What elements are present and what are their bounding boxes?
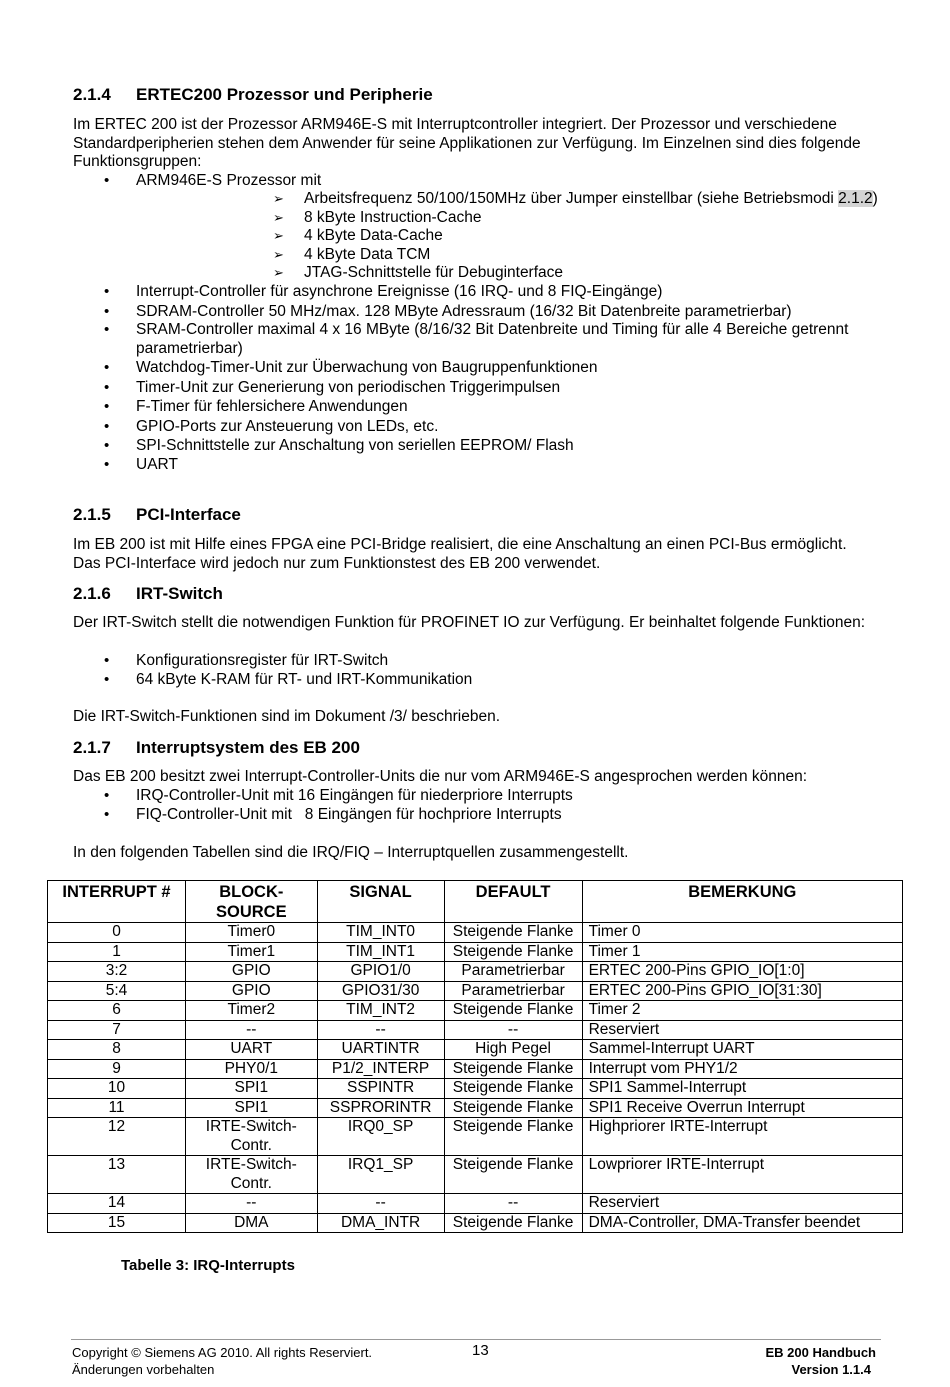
table-cell: Timer2	[186, 1001, 318, 1021]
table-cell: 11	[48, 1098, 186, 1118]
table-cell: High Pegel	[444, 1040, 582, 1060]
list-item-text: ARM946E-S Prozessor mit	[136, 172, 322, 189]
table-cell: 8	[48, 1040, 186, 1060]
table-cell: --	[317, 1020, 444, 1040]
table-cell: 3:2	[48, 962, 186, 982]
table-caption: Tabelle 3: IRQ-Interrupts	[121, 1257, 295, 1274]
table-cell: 7	[48, 1020, 186, 1040]
table-cell: SPI1 Receive Overrun Interrupt	[582, 1098, 902, 1118]
function-group-list	[0, 171, 876, 475]
list-item-text: UART	[136, 456, 178, 474]
table-row	[48, 1098, 903, 1118]
table-cell: --	[186, 1194, 318, 1214]
section-paragraph: In den folgenden Tabellen sind die IRQ/FIQ – Interruptquellen zusammengestellt.	[73, 844, 629, 861]
table-cell: Parametrierbar	[444, 981, 582, 1001]
table-cell: Steigende Flanke	[444, 923, 582, 943]
list-item	[0, 302, 876, 321]
table-cell: Timer1	[186, 942, 318, 962]
bullet-icon: •	[104, 302, 110, 320]
list-item	[0, 805, 876, 824]
footer-changes-note: Änderungen vorbehalten	[72, 1362, 215, 1377]
table-cell: SSPRORINTR	[317, 1098, 444, 1118]
sub-item-text: 4 kByte Data-Cache	[304, 227, 443, 245]
table-cell: Reserviert	[582, 1194, 902, 1214]
section-title: IRT-Switch	[136, 584, 223, 603]
list-item	[0, 321, 876, 358]
list-item-text: F-Timer für fehlersichere Anwendungen	[136, 398, 408, 416]
table-cell: SSPINTR	[317, 1079, 444, 1099]
table-cell: 15	[48, 1213, 186, 1233]
table-cell: Steigende Flanke	[444, 1156, 582, 1194]
section-paragraph: Im EB 200 ist mit Hilfe eines FPGA eine PCI-Bridge realisiert, die eine Anschaltung an einen PCI-Bus ermöglicht. Das PCI-Interface wird jedoch nur zum Funktionstest des EB 200 verwendet.	[73, 536, 847, 572]
table-row	[48, 981, 903, 1001]
table-row	[48, 1040, 903, 1060]
bullet-icon: •	[104, 806, 110, 824]
table-cell: 14	[48, 1194, 186, 1214]
arrow-bullet-icon: ➢	[273, 209, 284, 225]
list-item	[0, 358, 876, 377]
table-cell: Steigende Flanke	[444, 942, 582, 962]
irq-interrupt-table	[47, 880, 903, 1233]
table-cell: Steigende Flanke	[444, 1059, 582, 1079]
section-heading-2-1-7	[73, 738, 360, 758]
list-item-text: IRQ-Controller-Unit mit 16 Eingängen für niederpriore Interrupts	[136, 787, 573, 804]
list-item-text: Interrupt-Controller für asynchrone Ereignisse (16 IRQ- und 8 FIQ-Eingänge)	[136, 283, 663, 301]
table-row	[48, 1194, 903, 1214]
bullet-icon: •	[104, 172, 110, 189]
list-item	[0, 651, 876, 670]
table-cell: TIM_INT1	[317, 942, 444, 962]
sub-item-text-end: )	[872, 190, 878, 208]
table-cell: Interrupt vom PHY1/2	[582, 1059, 902, 1079]
table-cell: SPI1 Sammel-Interrupt	[582, 1079, 902, 1099]
section-number: 2.1.5	[73, 505, 111, 524]
bullet-icon: •	[104, 652, 110, 669]
list-item-text: SRAM-Controller maximal 4 x 16 MByte (8/16/32 Bit Datenbreite und Timing für alle 4 Bereiche getrennt parametrierbar)	[136, 321, 849, 357]
sub-item-text: 4 kByte Data TCM	[304, 245, 431, 263]
list-item-text: Timer-Unit zur Generierung von periodischen Triggerimpulsen	[136, 378, 561, 396]
table-cell: Timer 0	[582, 923, 902, 943]
bullet-icon: •	[104, 283, 110, 301]
section-heading-2-1-6	[73, 584, 223, 604]
column-header: SIGNAL	[317, 881, 444, 923]
table-cell: 5:4	[48, 981, 186, 1001]
table-cell: 9	[48, 1059, 186, 1079]
section-paragraph: Die IRT-Switch-Funktionen sind im Dokument /3/ beschrieben.	[73, 708, 501, 725]
list-item-text: Watchdog-Timer-Unit zur Überwachung von Baugruppenfunktionen	[136, 359, 598, 377]
list-item	[0, 455, 876, 474]
page-number: 13	[472, 1342, 489, 1359]
table-row	[48, 1020, 903, 1040]
bullet-icon: •	[104, 417, 110, 435]
table-cell: Sammel-Interrupt UART	[582, 1040, 902, 1060]
table-row	[48, 1059, 903, 1079]
footer-copyright: Copyright © Siemens AG 2010. All rights Reserviert.	[72, 1345, 373, 1360]
list-item-text: GPIO-Ports zur Ansteuerung von LEDs, etc.	[136, 417, 439, 435]
list-item	[0, 378, 876, 397]
bullet-icon: •	[104, 437, 110, 455]
section-paragraph: Das EB 200 besitzt zwei Interrupt-Controller-Units die nur vom ARM946E-S angesprochen werden können:	[73, 768, 808, 785]
table-cell: IRTE-Switch-Contr.	[186, 1118, 318, 1156]
table-cell: GPIO	[186, 962, 318, 982]
table-cell: GPIO31/30	[317, 981, 444, 1001]
table-cell: GPIO	[186, 981, 318, 1001]
table-cell: Steigende Flanke	[444, 1079, 582, 1099]
list-item	[0, 282, 876, 301]
sub-list-item	[136, 190, 950, 208]
table-cell: UART	[186, 1040, 318, 1060]
bullet-icon: •	[104, 378, 110, 396]
table-cell: Lowpriorer IRTE-Interrupt	[582, 1156, 902, 1194]
table-row	[48, 1118, 903, 1156]
table-cell: Reserviert	[582, 1020, 902, 1040]
section-paragraph: Der IRT-Switch stellt die notwendigen Funktion für PROFINET IO zur Verfügung. Er beinhaltet folgende Funktionen:	[73, 614, 866, 631]
table-cell: Timer0	[186, 923, 318, 943]
list-item-text: FIQ-Controller-Unit mit 8 Eingängen für hochpriore Interrupts	[136, 806, 562, 824]
column-header: BEMERKUNG	[582, 881, 902, 923]
table-cell: DMA-Controller, DMA-Transfer beendet	[582, 1213, 902, 1233]
list-item-text: Konfigurationsregister für IRT-Switch	[136, 652, 389, 669]
table-cell: DMA	[186, 1213, 318, 1233]
list-item-text: SDRAM-Controller 50 MHz/max. 128 MByte Adressraum (16/32 Bit Datenbreite parametrierbar)	[136, 302, 792, 320]
cross-reference-link[interactable]: 2.1.2	[838, 190, 873, 208]
sub-list-item	[136, 227, 950, 245]
sub-list-item	[136, 246, 950, 264]
list-item	[0, 436, 876, 455]
section-number: 2.1.6	[73, 584, 111, 603]
section-title: PCI-Interface	[136, 505, 241, 524]
arrow-bullet-icon: ➢	[273, 228, 284, 244]
section-intro-paragraph: Im ERTEC 200 ist der Prozessor ARM946E-S mit Interruptcontroller integriert. Der Prozessor und verschiedene Standardperipherien stehen dem Anwender für seine Applikationen zur Verfügung. Im Einzelnen sind dies folgende Funktionsgruppen:	[73, 116, 861, 171]
table-cell: SPI1	[186, 1079, 318, 1099]
table-cell: 12	[48, 1118, 186, 1156]
list-item	[0, 786, 876, 805]
table-cell: --	[444, 1194, 582, 1214]
table-cell: PHY0/1	[186, 1059, 318, 1079]
table-cell: Steigende Flanke	[444, 1098, 582, 1118]
table-body	[48, 923, 903, 1233]
bullet-icon: •	[104, 359, 110, 377]
section-title: Interruptsystem des EB 200	[136, 738, 360, 757]
list-item	[0, 397, 876, 416]
bullet-icon: •	[104, 671, 110, 689]
table-cell: 0	[48, 923, 186, 943]
table-cell: DMA_INTR	[317, 1213, 444, 1233]
table-cell: Steigende Flanke	[444, 1001, 582, 1021]
irt-function-list	[0, 651, 876, 690]
bullet-icon: •	[104, 456, 110, 474]
table-cell: --	[186, 1020, 318, 1040]
list-item-text: 64 kByte K-RAM für RT- und IRT-Kommunikation	[136, 671, 473, 689]
list-item-text: SPI-Schnittstelle zur Anschaltung von seriellen EEPROM/ Flash	[136, 437, 574, 455]
table-cell: Steigende Flanke	[444, 1213, 582, 1233]
sub-item-text: 8 kByte Instruction-Cache	[304, 208, 482, 226]
sub-list-item	[136, 209, 950, 227]
table-cell: SPI1	[186, 1098, 318, 1118]
table-row	[48, 923, 903, 943]
table-cell: Timer 1	[582, 942, 902, 962]
sub-item-text: JTAG-Schnittstelle für Debuginterface	[304, 264, 564, 282]
table-cell: TIM_INT0	[317, 923, 444, 943]
section-number: 2.1.4	[73, 85, 111, 104]
section-title: ERTEC200 Prozessor und Peripherie	[136, 85, 433, 104]
table-cell: Steigende Flanke	[444, 1118, 582, 1156]
processor-sub-list	[136, 190, 876, 282]
table-cell: 13	[48, 1156, 186, 1194]
footer-divider	[71, 1339, 881, 1340]
arrow-bullet-icon: ➢	[273, 246, 284, 262]
arrow-bullet-icon: ➢	[273, 191, 284, 207]
table-cell: --	[444, 1020, 582, 1040]
table-cell: ERTEC 200-Pins GPIO_IO[1:0]	[582, 962, 902, 982]
table-row	[48, 1079, 903, 1099]
section-heading-2-1-5	[73, 505, 241, 525]
table-cell: Timer 2	[582, 1001, 902, 1021]
table-cell: ERTEC 200-Pins GPIO_IO[31:30]	[582, 981, 902, 1001]
footer-document-title: EB 200 Handbuch	[765, 1345, 876, 1360]
table-cell: IRQ1_SP	[317, 1156, 444, 1194]
footer-version: Version 1.1.4	[791, 1362, 871, 1377]
list-item	[0, 417, 876, 436]
table-cell: GPIO1/0	[317, 962, 444, 982]
bullet-icon: •	[104, 398, 110, 416]
table-cell: 1	[48, 942, 186, 962]
column-header: DEFAULT	[444, 881, 582, 923]
table-header-row	[48, 881, 903, 923]
section-number: 2.1.7	[73, 738, 111, 757]
table-row	[48, 942, 903, 962]
table-cell: Parametrierbar	[444, 962, 582, 982]
column-header: INTERRUPT #	[48, 881, 186, 923]
list-item	[0, 171, 876, 282]
table-cell: 10	[48, 1079, 186, 1099]
table-row	[48, 962, 903, 982]
list-item	[0, 670, 876, 689]
interrupt-unit-list	[0, 786, 876, 825]
bullet-icon: •	[104, 787, 110, 804]
arrow-bullet-icon: ➢	[273, 265, 284, 281]
sub-list-item	[136, 264, 950, 282]
table-cell: Highpriorer IRTE-Interrupt	[582, 1118, 902, 1156]
sub-item-text: Arbeitsfrequenz 50/100/150MHz über Jumper einstellbar (siehe Betriebsmodi	[304, 190, 839, 208]
bullet-icon: •	[104, 321, 110, 339]
table-row	[48, 1213, 903, 1233]
table-cell: TIM_INT2	[317, 1001, 444, 1021]
table-cell: --	[317, 1194, 444, 1214]
table-row	[48, 1001, 903, 1021]
table-cell: IRTE-Switch-Contr.	[186, 1156, 318, 1194]
column-header: BLOCK-SOURCE	[186, 881, 318, 923]
table-cell: UARTINTR	[317, 1040, 444, 1060]
table-cell: IRQ0_SP	[317, 1118, 444, 1156]
section-heading-2-1-4	[73, 85, 433, 105]
table-cell: P1/2_INTERP	[317, 1059, 444, 1079]
table-cell: 6	[48, 1001, 186, 1021]
table-row	[48, 1156, 903, 1194]
